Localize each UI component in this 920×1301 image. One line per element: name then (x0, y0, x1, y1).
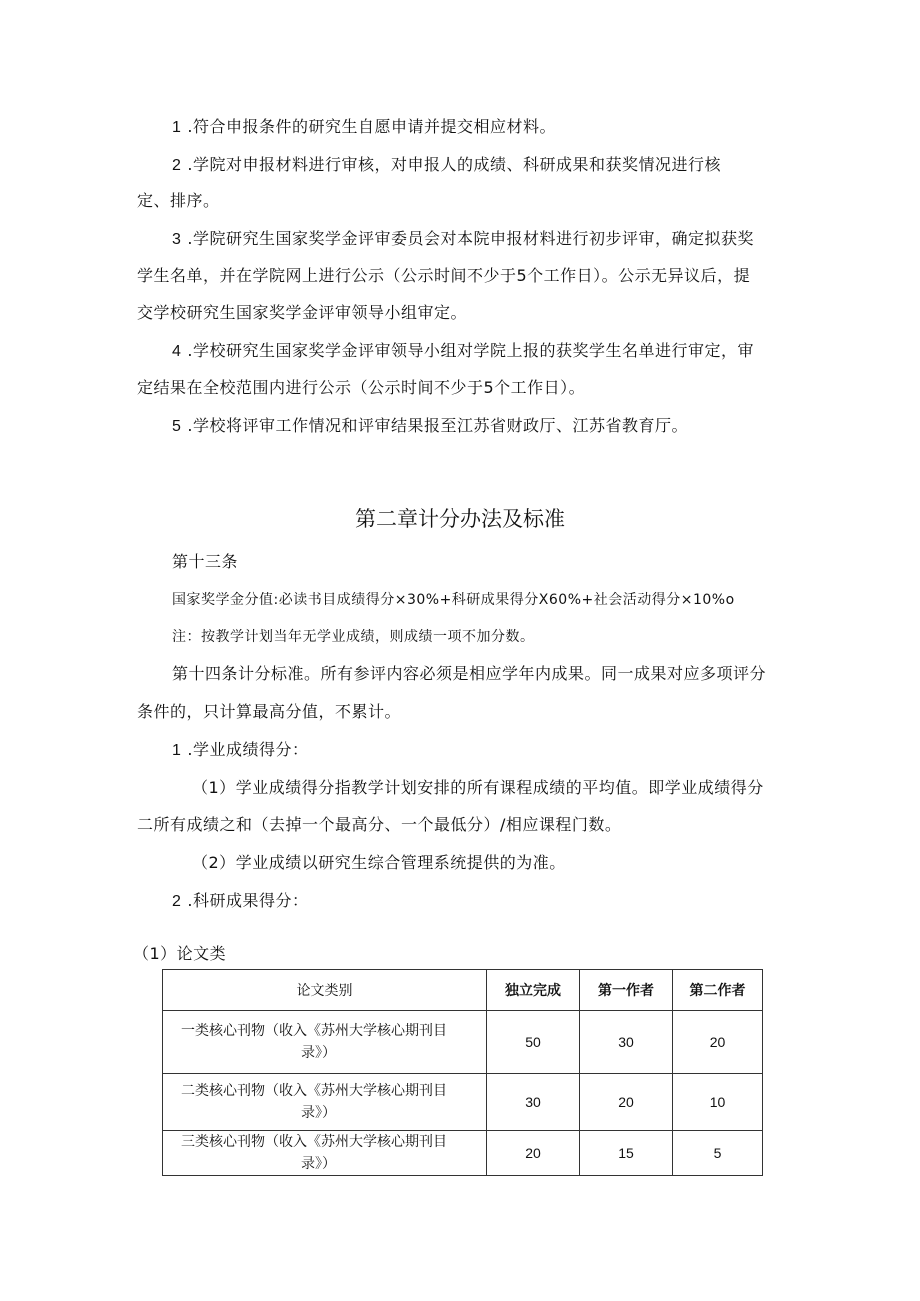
note: 注：按教学计划当年无学业成绩，则成绩一项不加分数。 (172, 629, 535, 645)
table-row (163, 1074, 763, 1131)
table-row (163, 1131, 763, 1176)
article-13-title: 第十三条 (172, 552, 239, 571)
procedure-step-1: 1 .符合申报条件的研究生自愿申请并提交相应材料。 (172, 117, 556, 136)
cell-second-author: 10 (673, 1074, 763, 1131)
item-1-1-cont: 二所有成绩之和（去掉一个最高分、一个最低分）/相应课程门数。 (137, 815, 622, 834)
procedure-step-3: 3 .学院研究生国家奖学金评审委员会对本院申报材料进行初步评审，确定拟获奖 (172, 229, 754, 248)
procedure-step-5: 5 .学校将评审工作情况和评审结果报至江苏省财政厅、江苏省教育厅。 (172, 416, 688, 435)
header-second-author: 第二作者 (673, 970, 763, 1011)
table-header-row (163, 970, 763, 1011)
item-2-1-papers: （1）论文类 (133, 944, 227, 963)
procedure-step-2-cont: 定、排序。 (137, 191, 220, 210)
item-1-1: （1）学业成绩得分指教学计划安排的所有课程成绩的平均值。即学业成绩得分 (192, 778, 764, 797)
cell-independent: 30 (487, 1074, 580, 1131)
procedure-step-4-cont: 定结果在全校范围内进行公示（公示时间不少于5个工作日）。 (137, 378, 586, 397)
table-row (163, 1011, 763, 1074)
papers-score-table (162, 969, 763, 1176)
procedure-step-3-cont2: 交学校研究生国家奖学金评审领导小组审定。 (137, 303, 468, 322)
item-2-research-score: 2 .科研成果得分： (172, 891, 309, 910)
cell-first-author: 20 (580, 1074, 673, 1131)
article-14-line2: 条件的，只计算最高分值，不累计。 (137, 702, 402, 721)
cell-second-author: 20 (673, 1011, 763, 1074)
header-first-author: 第一作者 (580, 970, 673, 1011)
cell-second-author: 5 (673, 1131, 763, 1176)
procedure-step-3-cont1: 学生名单，并在学院网上进行公示（公示时间不少于5个工作日）。公示无异议后，提 (137, 266, 751, 285)
procedure-step-2: 2 .学院对申报材料进行审核，对申报人的成绩、科研成果和获奖情况进行核 (172, 155, 721, 174)
procedure-step-4: 4 .学校研究生国家奖学金评审领导小组对学院上报的获奖学生名单进行审定，审 (172, 341, 754, 360)
cell-first-author: 30 (580, 1011, 673, 1074)
row-category: 三类核心刊物（收入《苏州大学核心期刊目 录》） (163, 1131, 487, 1176)
chapter-title: 第二章计分办法及标准 (355, 507, 565, 531)
row-category: 二类核心刊物（收入《苏州大学核心期刊目 录》） (163, 1074, 487, 1131)
cell-independent: 50 (487, 1011, 580, 1074)
row-category: 一类核心刊物（收入《苏州大学核心期刊目 录》） (163, 1011, 487, 1074)
scholarship-formula: 国家奖学金分值:必读书目成绩得分×30%+科研成果得分X60%+社会活动得分×10%o (172, 592, 735, 608)
cell-first-author: 15 (580, 1131, 673, 1176)
item-1-2: （2）学业成绩以研究生综合管理系统提供的为准。 (192, 853, 566, 872)
header-category: 论文类别 (163, 970, 487, 1011)
article-14-line1: 第十四条计分标准。所有参评内容必须是相应学年内成果。同一成果对应多项评分 (172, 664, 767, 683)
header-independent: 独立完成 (487, 970, 580, 1011)
cell-independent: 20 (487, 1131, 580, 1176)
item-1-academic-score: 1 .学业成绩得分： (172, 740, 309, 759)
